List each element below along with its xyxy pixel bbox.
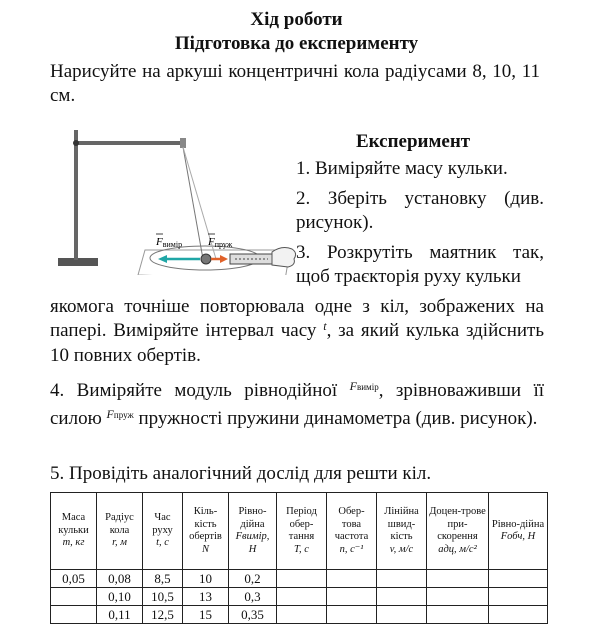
results-table [50,492,548,624]
table-header-cell: Радіус кола r, м [97,493,143,570]
table-cell [377,588,427,606]
step-4-text: 4. Виміряйте модуль рівнодійної [50,380,338,401]
table-header-cell: Доцен-трове при-скорення aдц, м/с² [427,493,489,570]
hand [272,248,296,267]
step-4-tail: пружності пружини динамометра (див. рисунок). [138,408,538,429]
table-header-cell: Рівно-дійна Fобч, Н [489,493,548,570]
table-cell: 0,11 [97,606,143,624]
ball [201,254,211,264]
table-cell: 0,3 [229,588,277,606]
var-t: t [323,318,327,333]
table-cell [327,588,377,606]
table-cell: 0,08 [97,570,143,588]
step-5: 5. Провідіть аналогічний дослід для решти кіл. [50,463,432,484]
table-cell [277,606,327,624]
step-4 [50,378,544,434]
table-header-cell: Кіль-кість обертів N [183,493,229,570]
experiment-figure [50,125,300,275]
table-row [51,570,548,588]
table-cell [51,588,97,606]
table-cell [277,588,327,606]
table-cell [327,570,377,588]
table-cell: 8,5 [143,570,183,588]
table-header-cell: Маса кульки m, кг [51,493,97,570]
table-cell: 15 [183,606,229,624]
table-cell [377,606,427,624]
f-measured-arrow [158,255,167,263]
step-1: 1. Виміряйте масу кульки. [296,158,508,179]
stand-arm [74,141,186,145]
table-cell: 12,5 [143,606,183,624]
table-header-cell: Рівно-дійна Fвимір, Н [229,493,277,570]
table-cell [427,606,489,624]
stand-rod [74,130,78,260]
table-cell: 0,2 [229,570,277,588]
table-cell [427,588,489,606]
table-cell [277,570,327,588]
page-title: Хід роботи [250,9,343,30]
table-cell: 0,10 [97,588,143,606]
table-cell: 10 [183,570,229,588]
table-row [51,588,548,606]
table-cell [489,588,548,606]
f-spring-arrow [220,255,228,263]
table-cell [327,606,377,624]
table-header-row [51,493,548,570]
label-f-spring: Fпруж [208,236,233,249]
label-f-measured: Fвимір [156,236,183,249]
section-subtitle: Підготовка до експерименту [174,33,419,54]
table-cell [489,606,548,624]
step-3-tail: , за який кулька здійснить 10 повних обертів. [50,319,544,366]
intro-paragraph: Нарисуйте на аркуші концентричні кола радіусами 8, 10, 11 см. [50,61,540,106]
table-header-cell: Обер-това частота n, с⁻¹ [327,493,377,570]
table-cell: 10,5 [143,588,183,606]
step-3-part-b [50,295,544,368]
table-cell [489,570,548,588]
step-2: 2. Зберіть установку (див. рисунок). [296,188,544,233]
table-cell [51,606,97,624]
table-cell: 13 [183,588,229,606]
table-row [51,606,548,624]
table-cell: 0,35 [229,606,277,624]
f-measured-symbol: Fвимір [349,379,379,393]
table-cell: 0,05 [51,570,97,588]
table-header-cell: Час руху t, с [143,493,183,570]
step-4-mid: , зрівноваживши її силою [50,380,545,429]
table-header-cell: Період обер-тання T, с [277,493,327,570]
experiment-heading: Експеримент [356,131,471,152]
f-spring-symbol: Fпруж [106,407,134,421]
table-cell [377,570,427,588]
step-3-text: якомога точніше повторювала одне з кіл, зображених на папері. Виміряйте інтервал часу [50,296,544,341]
step-3-part-a: 3. Розкрутіть маятник так, щоб траєкторія руху кульки [296,242,544,287]
table-header-cell: Лінійна швид-кість v, м/с [377,493,427,570]
table-cell [427,570,489,588]
